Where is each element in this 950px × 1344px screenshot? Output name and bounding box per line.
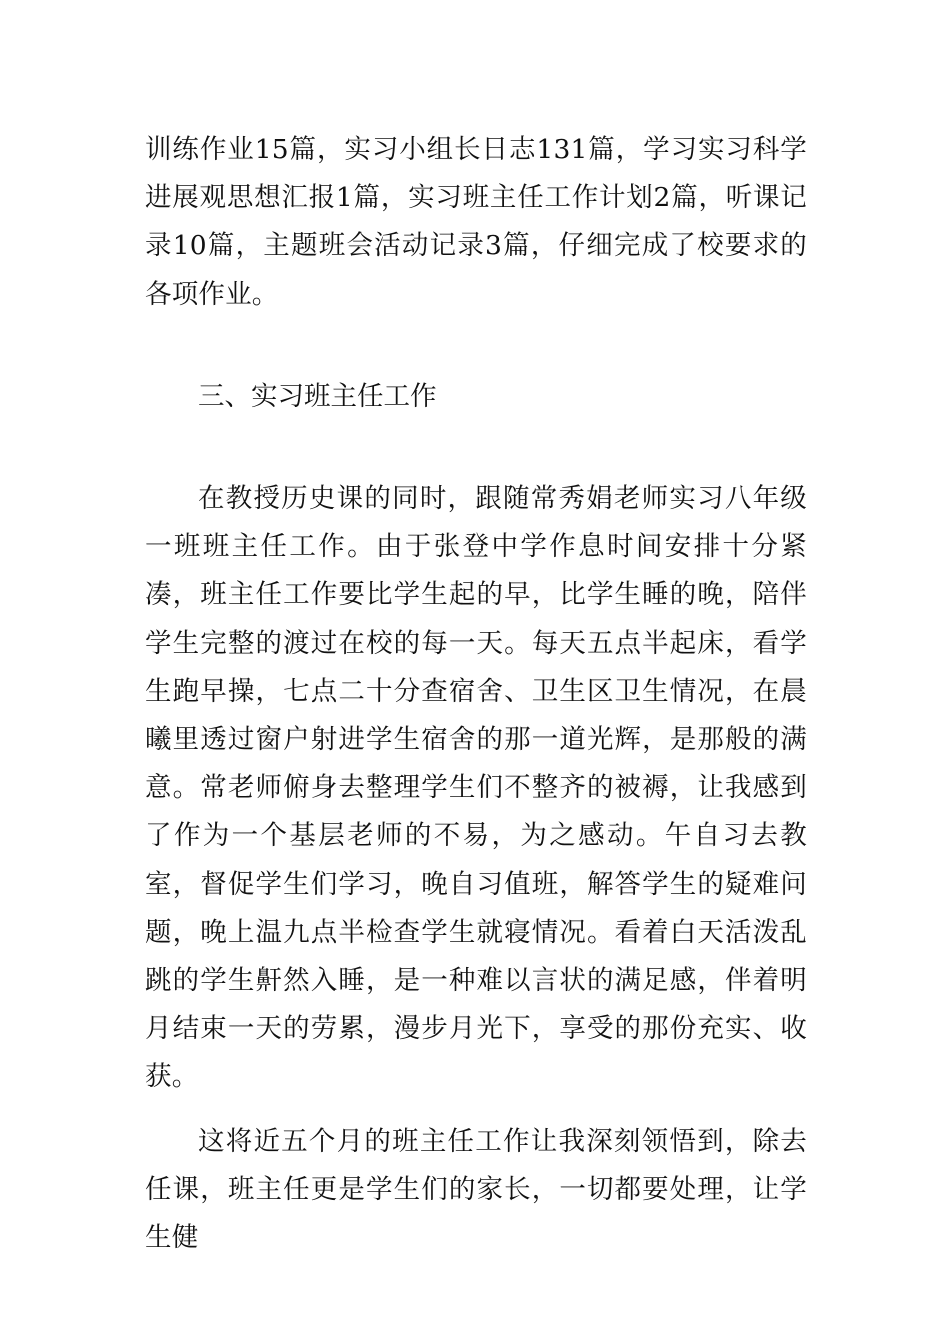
body-paragraph: 这将近五个月的班主任工作让我深刻领悟到，除去任课，班主任更是学生们的家长，一切都要处理，让学生健 bbox=[145, 1126, 807, 1254]
section-heading: 三、实习班主任工作 bbox=[198, 381, 437, 412]
body-paragraph: 训练作业15篇，实习小组长日志131篇，学习实习科学进展观思想汇报1篇，实习班主任工作计划2篇，听课记录10篇，主题班会活动记录3篇，仔细完成了校要求的各项作业。 bbox=[145, 134, 807, 310]
body-paragraph: 在教授历史课的同时，跟随常秀娟老师实习八年级一班班主任工作。由于张登中学作息时间安排十分紧凑，班主任工作要比学生起的早，比学生睡的晚，陪伴学生完整的渡过在校的每一天。每天五点半起床，看学生跑早操，七点二十分查宿舍、卫生区卫生情况，在晨曦里透过窗户射进学生宿舍的那一道光辉，是那般的满意。常老师俯身去整理学生们不整齐的被褥，让我感到了作为一个基层老师的不易，为之感动。午自习去教室，督促学生们学习，晚自习值班，解答学生的疑难问题，晚上温九点半检查学生就寝情况。看着白天活泼乱跳的学生鼾然入睡，是一种难以言状的满足感，伴着明月结束一天的劳累，漫步月光下，享受的那份充实、收获。 bbox=[145, 483, 807, 1093]
